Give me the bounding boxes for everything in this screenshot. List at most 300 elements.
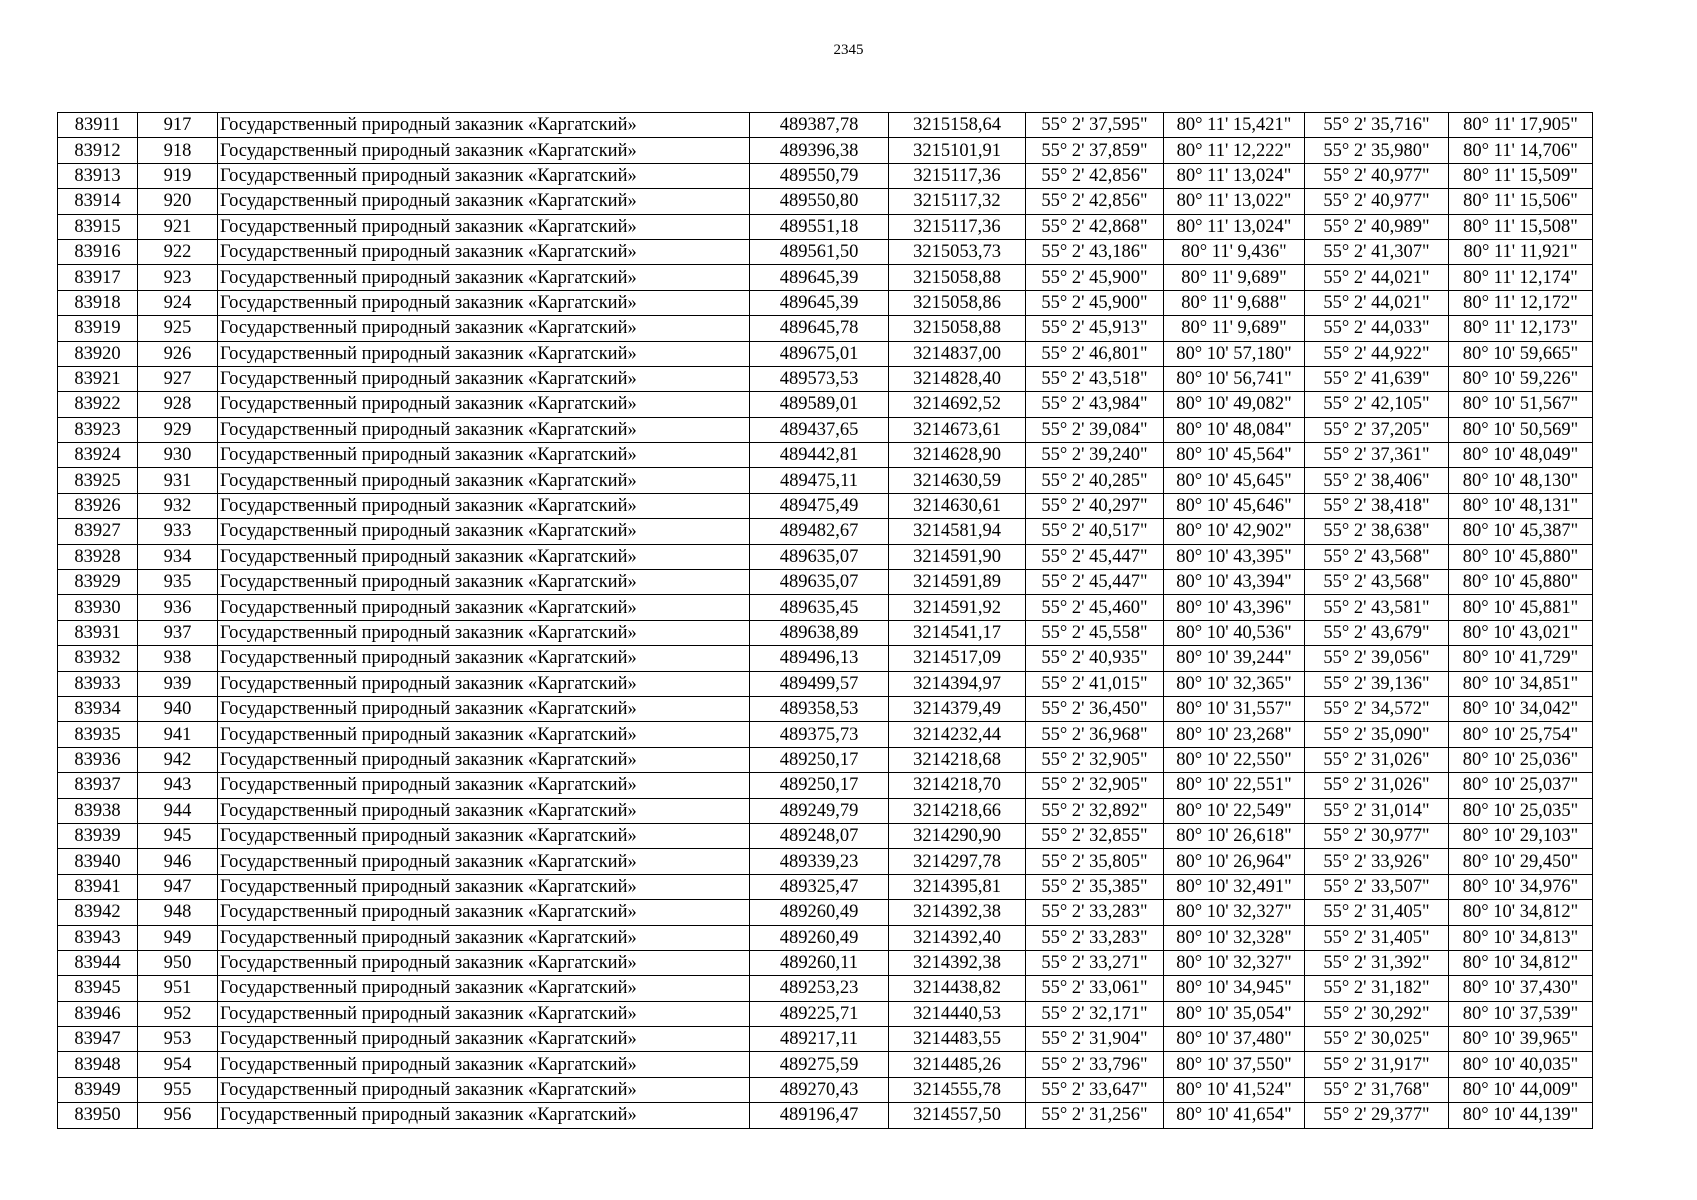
latitude-alt-cell: 55° 2' 41,639" [1305, 366, 1449, 391]
record-id-cell: 83939 [58, 823, 138, 848]
longitude-alt-cell: 80° 10' 43,021" [1449, 620, 1593, 645]
record-id-cell: 83930 [58, 595, 138, 620]
object-name-cell: Государственный природный заказник «Каргатский» [218, 823, 750, 848]
record-id-cell: 83936 [58, 747, 138, 772]
point-number-cell: 943 [138, 773, 218, 798]
y-coordinate-cell: 3214232,44 [889, 722, 1026, 747]
x-coordinate-cell: 489260,11 [750, 950, 889, 975]
table-row [58, 214, 1593, 239]
record-id-cell: 83943 [58, 925, 138, 950]
object-name-cell: Государственный природный заказник «Каргатский» [218, 290, 750, 315]
latitude-cell: 55° 2' 45,913" [1026, 316, 1164, 341]
record-id-cell: 83931 [58, 620, 138, 645]
object-name-cell: Государственный природный заказник «Каргатский» [218, 544, 750, 569]
object-name-cell: Государственный природный заказник «Каргатский» [218, 214, 750, 239]
latitude-cell: 55° 2' 33,796" [1026, 1052, 1164, 1077]
longitude-alt-cell: 80° 10' 37,539" [1449, 1001, 1593, 1026]
longitude-alt-cell: 80° 10' 34,813" [1449, 925, 1593, 950]
x-coordinate-cell: 489260,49 [750, 900, 889, 925]
longitude-alt-cell: 80° 11' 15,509" [1449, 163, 1593, 188]
point-number-cell: 940 [138, 696, 218, 721]
latitude-alt-cell: 55° 2' 33,507" [1305, 874, 1449, 899]
latitude-cell: 55° 2' 36,450" [1026, 696, 1164, 721]
latitude-cell: 55° 2' 45,447" [1026, 544, 1164, 569]
longitude-alt-cell: 80° 10' 25,037" [1449, 773, 1593, 798]
x-coordinate-cell: 489561,50 [750, 239, 889, 264]
table-row [58, 544, 1593, 569]
longitude-cell: 80° 11' 9,689" [1164, 316, 1305, 341]
table-row [58, 341, 1593, 366]
point-number-cell: 950 [138, 950, 218, 975]
object-name-cell: Государственный природный заказник «Каргатский» [218, 646, 750, 671]
latitude-alt-cell: 55° 2' 43,568" [1305, 570, 1449, 595]
longitude-alt-cell: 80° 10' 44,139" [1449, 1103, 1593, 1128]
longitude-alt-cell: 80° 10' 45,387" [1449, 519, 1593, 544]
object-name-cell: Государственный природный заказник «Каргатский» [218, 468, 750, 493]
x-coordinate-cell: 489550,80 [750, 189, 889, 214]
object-name-cell: Государственный природный заказник «Каргатский» [218, 722, 750, 747]
longitude-alt-cell: 80° 11' 12,174" [1449, 265, 1593, 290]
point-number-cell: 938 [138, 646, 218, 671]
point-number-cell: 928 [138, 392, 218, 417]
latitude-cell: 55° 2' 45,900" [1026, 290, 1164, 315]
longitude-cell: 80° 10' 37,480" [1164, 1027, 1305, 1052]
latitude-alt-cell: 55° 2' 31,768" [1305, 1077, 1449, 1102]
object-name-cell: Государственный природный заказник «Каргатский» [218, 163, 750, 188]
object-name-cell: Государственный природный заказник «Каргатский» [218, 620, 750, 645]
object-name-cell: Государственный природный заказник «Каргатский» [218, 671, 750, 696]
object-name-cell: Государственный природный заказник «Каргатский» [218, 316, 750, 341]
latitude-cell: 55° 2' 45,900" [1026, 265, 1164, 290]
latitude-alt-cell: 55° 2' 44,021" [1305, 290, 1449, 315]
record-id-cell: 83915 [58, 214, 138, 239]
latitude-cell: 55° 2' 32,171" [1026, 1001, 1164, 1026]
point-number-cell: 956 [138, 1103, 218, 1128]
table-row [58, 747, 1593, 772]
record-id-cell: 83944 [58, 950, 138, 975]
longitude-cell: 80° 10' 22,549" [1164, 798, 1305, 823]
table-row [58, 595, 1593, 620]
point-number-cell: 927 [138, 366, 218, 391]
record-id-cell: 83940 [58, 849, 138, 874]
record-id-cell: 83924 [58, 443, 138, 468]
longitude-cell: 80° 11' 15,421" [1164, 113, 1305, 138]
longitude-alt-cell: 80° 11' 15,506" [1449, 189, 1593, 214]
table-row [58, 316, 1593, 341]
latitude-alt-cell: 55° 2' 38,418" [1305, 493, 1449, 518]
y-coordinate-cell: 3214483,55 [889, 1027, 1026, 1052]
record-id-cell: 83945 [58, 976, 138, 1001]
object-name-cell: Государственный природный заказник «Каргатский» [218, 417, 750, 442]
latitude-alt-cell: 55° 2' 35,980" [1305, 138, 1449, 163]
y-coordinate-cell: 3214630,61 [889, 493, 1026, 518]
record-id-cell: 83913 [58, 163, 138, 188]
latitude-alt-cell: 55° 2' 30,977" [1305, 823, 1449, 848]
record-id-cell: 83914 [58, 189, 138, 214]
table-row [58, 570, 1593, 595]
longitude-alt-cell: 80° 10' 25,754" [1449, 722, 1593, 747]
table-row [58, 722, 1593, 747]
table-row [58, 900, 1593, 925]
longitude-alt-cell: 80° 10' 34,042" [1449, 696, 1593, 721]
latitude-alt-cell: 55° 2' 30,025" [1305, 1027, 1449, 1052]
y-coordinate-cell: 3214517,09 [889, 646, 1026, 671]
longitude-alt-cell: 80° 10' 34,851" [1449, 671, 1593, 696]
point-number-cell: 920 [138, 189, 218, 214]
object-name-cell: Государственный природный заказник «Каргатский» [218, 1001, 750, 1026]
longitude-cell: 80° 10' 35,054" [1164, 1001, 1305, 1026]
point-number-cell: 949 [138, 925, 218, 950]
x-coordinate-cell: 489358,53 [750, 696, 889, 721]
longitude-cell: 80° 10' 32,327" [1164, 950, 1305, 975]
longitude-cell: 80° 10' 43,395" [1164, 544, 1305, 569]
y-coordinate-cell: 3214297,78 [889, 849, 1026, 874]
y-coordinate-cell: 3214555,78 [889, 1077, 1026, 1102]
record-id-cell: 83947 [58, 1027, 138, 1052]
longitude-alt-cell: 80° 10' 34,812" [1449, 950, 1593, 975]
latitude-cell: 55° 2' 31,256" [1026, 1103, 1164, 1128]
longitude-alt-cell: 80° 10' 51,567" [1449, 392, 1593, 417]
latitude-cell: 55° 2' 40,297" [1026, 493, 1164, 518]
x-coordinate-cell: 489482,67 [750, 519, 889, 544]
latitude-alt-cell: 55° 2' 40,977" [1305, 189, 1449, 214]
object-name-cell: Государственный природный заказник «Каргатский» [218, 443, 750, 468]
latitude-cell: 55° 2' 42,856" [1026, 163, 1164, 188]
latitude-cell: 55° 2' 46,801" [1026, 341, 1164, 366]
longitude-alt-cell: 80° 11' 12,172" [1449, 290, 1593, 315]
y-coordinate-cell: 3215117,32 [889, 189, 1026, 214]
longitude-cell: 80° 10' 34,945" [1164, 976, 1305, 1001]
longitude-cell: 80° 10' 41,524" [1164, 1077, 1305, 1102]
object-name-cell: Государственный природный заказник «Каргатский» [218, 239, 750, 264]
y-coordinate-cell: 3214828,40 [889, 366, 1026, 391]
record-id-cell: 83946 [58, 1001, 138, 1026]
latitude-cell: 55° 2' 35,385" [1026, 874, 1164, 899]
longitude-cell: 80° 10' 45,646" [1164, 493, 1305, 518]
x-coordinate-cell: 489248,07 [750, 823, 889, 848]
y-coordinate-cell: 3214591,89 [889, 570, 1026, 595]
object-name-cell: Государственный природный заказник «Каргатский» [218, 976, 750, 1001]
table-row [58, 671, 1593, 696]
point-number-cell: 932 [138, 493, 218, 518]
longitude-cell: 80° 11' 9,689" [1164, 265, 1305, 290]
table-row [58, 976, 1593, 1001]
latitude-cell: 55° 2' 43,984" [1026, 392, 1164, 417]
longitude-alt-cell: 80° 10' 48,130" [1449, 468, 1593, 493]
table-row [58, 925, 1593, 950]
x-coordinate-cell: 489437,65 [750, 417, 889, 442]
point-number-cell: 930 [138, 443, 218, 468]
latitude-alt-cell: 55° 2' 44,922" [1305, 341, 1449, 366]
x-coordinate-cell: 489253,23 [750, 976, 889, 1001]
y-coordinate-cell: 3214392,40 [889, 925, 1026, 950]
object-name-cell: Государственный природный заказник «Каргатский» [218, 493, 750, 518]
longitude-alt-cell: 80° 10' 45,880" [1449, 544, 1593, 569]
table-row [58, 1077, 1593, 1102]
record-id-cell: 83926 [58, 493, 138, 518]
object-name-cell: Государственный природный заказник «Каргатский» [218, 366, 750, 391]
record-id-cell: 83942 [58, 900, 138, 925]
record-id-cell: 83917 [58, 265, 138, 290]
latitude-cell: 55° 2' 40,285" [1026, 468, 1164, 493]
y-coordinate-cell: 3214628,90 [889, 443, 1026, 468]
record-id-cell: 83916 [58, 239, 138, 264]
table-row [58, 1001, 1593, 1026]
latitude-cell: 55° 2' 42,856" [1026, 189, 1164, 214]
record-id-cell: 83949 [58, 1077, 138, 1102]
longitude-cell: 80° 10' 39,244" [1164, 646, 1305, 671]
table-body [58, 113, 1593, 1129]
record-id-cell: 83922 [58, 392, 138, 417]
x-coordinate-cell: 489249,79 [750, 798, 889, 823]
latitude-cell: 55° 2' 39,084" [1026, 417, 1164, 442]
record-id-cell: 83941 [58, 874, 138, 899]
x-coordinate-cell: 489275,59 [750, 1052, 889, 1077]
latitude-cell: 55° 2' 33,061" [1026, 976, 1164, 1001]
y-coordinate-cell: 3215053,73 [889, 239, 1026, 264]
page-number: 2345 [833, 42, 864, 58]
y-coordinate-cell: 3215117,36 [889, 163, 1026, 188]
y-coordinate-cell: 3214591,90 [889, 544, 1026, 569]
y-coordinate-cell: 3214392,38 [889, 900, 1026, 925]
record-id-cell: 83928 [58, 544, 138, 569]
table-row [58, 620, 1593, 645]
latitude-cell: 55° 2' 31,904" [1026, 1027, 1164, 1052]
longitude-cell: 80° 10' 43,396" [1164, 595, 1305, 620]
latitude-alt-cell: 55° 2' 40,977" [1305, 163, 1449, 188]
longitude-alt-cell: 80° 10' 29,103" [1449, 823, 1593, 848]
y-coordinate-cell: 3214218,66 [889, 798, 1026, 823]
object-name-cell: Государственный природный заказник «Каргатский» [218, 1103, 750, 1128]
longitude-alt-cell: 80° 11' 11,921" [1449, 239, 1593, 264]
point-number-cell: 919 [138, 163, 218, 188]
latitude-cell: 55° 2' 33,283" [1026, 900, 1164, 925]
coordinates-table [57, 112, 1593, 1129]
y-coordinate-cell: 3215158,64 [889, 113, 1026, 138]
latitude-cell: 55° 2' 37,859" [1026, 138, 1164, 163]
longitude-alt-cell: 80° 10' 40,035" [1449, 1052, 1593, 1077]
latitude-alt-cell: 55° 2' 43,568" [1305, 544, 1449, 569]
longitude-cell: 80° 10' 37,550" [1164, 1052, 1305, 1077]
longitude-cell: 80° 10' 42,902" [1164, 519, 1305, 544]
y-coordinate-cell: 3214591,92 [889, 595, 1026, 620]
table-row [58, 773, 1593, 798]
x-coordinate-cell: 489475,49 [750, 493, 889, 518]
longitude-cell: 80° 10' 56,741" [1164, 366, 1305, 391]
table-row [58, 519, 1593, 544]
x-coordinate-cell: 489645,39 [750, 265, 889, 290]
longitude-cell: 80° 10' 26,618" [1164, 823, 1305, 848]
point-number-cell: 939 [138, 671, 218, 696]
table-row [58, 468, 1593, 493]
x-coordinate-cell: 489475,11 [750, 468, 889, 493]
longitude-cell: 80° 11' 13,022" [1164, 189, 1305, 214]
latitude-cell: 55° 2' 36,968" [1026, 722, 1164, 747]
x-coordinate-cell: 489638,89 [750, 620, 889, 645]
point-number-cell: 941 [138, 722, 218, 747]
point-number-cell: 954 [138, 1052, 218, 1077]
y-coordinate-cell: 3215101,91 [889, 138, 1026, 163]
latitude-alt-cell: 55° 2' 34,572" [1305, 696, 1449, 721]
longitude-cell: 80° 10' 32,327" [1164, 900, 1305, 925]
y-coordinate-cell: 3214395,81 [889, 874, 1026, 899]
record-id-cell: 83920 [58, 341, 138, 366]
x-coordinate-cell: 489375,73 [750, 722, 889, 747]
record-id-cell: 83937 [58, 773, 138, 798]
x-coordinate-cell: 489589,01 [750, 392, 889, 417]
latitude-cell: 55° 2' 33,283" [1026, 925, 1164, 950]
x-coordinate-cell: 489339,23 [750, 849, 889, 874]
point-number-cell: 936 [138, 595, 218, 620]
longitude-alt-cell: 80° 10' 48,049" [1449, 443, 1593, 468]
point-number-cell: 934 [138, 544, 218, 569]
longitude-cell: 80° 10' 31,557" [1164, 696, 1305, 721]
point-number-cell: 929 [138, 417, 218, 442]
point-number-cell: 917 [138, 113, 218, 138]
latitude-alt-cell: 55° 2' 33,926" [1305, 849, 1449, 874]
table-row [58, 849, 1593, 874]
latitude-alt-cell: 55° 2' 43,581" [1305, 595, 1449, 620]
table-row [58, 1103, 1593, 1128]
longitude-cell: 80° 10' 45,645" [1164, 468, 1305, 493]
point-number-cell: 924 [138, 290, 218, 315]
point-number-cell: 948 [138, 900, 218, 925]
table-row [58, 823, 1593, 848]
y-coordinate-cell: 3214673,61 [889, 417, 1026, 442]
y-coordinate-cell: 3214557,50 [889, 1103, 1026, 1128]
y-coordinate-cell: 3214218,70 [889, 773, 1026, 798]
latitude-alt-cell: 55° 2' 31,917" [1305, 1052, 1449, 1077]
table-row [58, 366, 1593, 391]
x-coordinate-cell: 489270,43 [750, 1077, 889, 1102]
longitude-cell: 80° 10' 26,964" [1164, 849, 1305, 874]
y-coordinate-cell: 3214392,38 [889, 950, 1026, 975]
x-coordinate-cell: 489675,01 [750, 341, 889, 366]
x-coordinate-cell: 489325,47 [750, 874, 889, 899]
longitude-alt-cell: 80° 10' 39,965" [1449, 1027, 1593, 1052]
table-row [58, 1052, 1593, 1077]
latitude-alt-cell: 55° 2' 31,405" [1305, 925, 1449, 950]
y-coordinate-cell: 3214581,94 [889, 519, 1026, 544]
record-id-cell: 83927 [58, 519, 138, 544]
latitude-alt-cell: 55° 2' 31,392" [1305, 950, 1449, 975]
y-coordinate-cell: 3214290,90 [889, 823, 1026, 848]
point-number-cell: 942 [138, 747, 218, 772]
longitude-cell: 80° 11' 9,688" [1164, 290, 1305, 315]
point-number-cell: 955 [138, 1077, 218, 1102]
latitude-alt-cell: 55° 2' 35,090" [1305, 722, 1449, 747]
point-number-cell: 923 [138, 265, 218, 290]
longitude-cell: 80° 10' 43,394" [1164, 570, 1305, 595]
longitude-cell: 80° 10' 32,365" [1164, 671, 1305, 696]
latitude-alt-cell: 55° 2' 37,361" [1305, 443, 1449, 468]
x-coordinate-cell: 489250,17 [750, 773, 889, 798]
point-number-cell: 926 [138, 341, 218, 366]
object-name-cell: Государственный природный заказник «Каргатский» [218, 138, 750, 163]
object-name-cell: Государственный природный заказник «Каргатский» [218, 341, 750, 366]
longitude-alt-cell: 80° 10' 59,665" [1449, 341, 1593, 366]
latitude-alt-cell: 55° 2' 38,638" [1305, 519, 1449, 544]
table-row [58, 138, 1593, 163]
record-id-cell: 83948 [58, 1052, 138, 1077]
object-name-cell: Государственный природный заказник «Каргатский» [218, 1027, 750, 1052]
y-coordinate-cell: 3214837,00 [889, 341, 1026, 366]
record-id-cell: 83935 [58, 722, 138, 747]
object-name-cell: Государственный природный заказник «Каргатский» [218, 849, 750, 874]
latitude-alt-cell: 55° 2' 42,105" [1305, 392, 1449, 417]
x-coordinate-cell: 489250,17 [750, 747, 889, 772]
record-id-cell: 83929 [58, 570, 138, 595]
latitude-cell: 55° 2' 39,240" [1026, 443, 1164, 468]
latitude-alt-cell: 55° 2' 44,021" [1305, 265, 1449, 290]
longitude-cell: 80° 10' 22,550" [1164, 747, 1305, 772]
object-name-cell: Государственный природный заказник «Каргатский» [218, 798, 750, 823]
longitude-alt-cell: 80° 11' 12,173" [1449, 316, 1593, 341]
longitude-cell: 80° 10' 32,491" [1164, 874, 1305, 899]
latitude-cell: 55° 2' 45,558" [1026, 620, 1164, 645]
latitude-cell: 55° 2' 40,517" [1026, 519, 1164, 544]
y-coordinate-cell: 3215058,88 [889, 265, 1026, 290]
latitude-cell: 55° 2' 32,855" [1026, 823, 1164, 848]
latitude-alt-cell: 55° 2' 29,377" [1305, 1103, 1449, 1128]
longitude-alt-cell: 80° 11' 17,905" [1449, 113, 1593, 138]
x-coordinate-cell: 489645,39 [750, 290, 889, 315]
longitude-cell: 80° 10' 48,084" [1164, 417, 1305, 442]
longitude-alt-cell: 80° 10' 29,450" [1449, 849, 1593, 874]
x-coordinate-cell: 489645,78 [750, 316, 889, 341]
latitude-alt-cell: 55° 2' 31,026" [1305, 747, 1449, 772]
point-number-cell: 945 [138, 823, 218, 848]
record-id-cell: 83921 [58, 366, 138, 391]
x-coordinate-cell: 489196,47 [750, 1103, 889, 1128]
latitude-alt-cell: 55° 2' 44,033" [1305, 316, 1449, 341]
record-id-cell: 83938 [58, 798, 138, 823]
x-coordinate-cell: 489396,38 [750, 138, 889, 163]
latitude-alt-cell: 55° 2' 38,406" [1305, 468, 1449, 493]
table-row [58, 163, 1593, 188]
latitude-alt-cell: 55° 2' 39,056" [1305, 646, 1449, 671]
point-number-cell: 953 [138, 1027, 218, 1052]
object-name-cell: Государственный природный заказник «Каргатский» [218, 595, 750, 620]
point-number-cell: 935 [138, 570, 218, 595]
longitude-alt-cell: 80° 10' 45,880" [1449, 570, 1593, 595]
table-row [58, 265, 1593, 290]
object-name-cell: Государственный природный заказник «Каргатский» [218, 1077, 750, 1102]
latitude-alt-cell: 55° 2' 31,014" [1305, 798, 1449, 823]
y-coordinate-cell: 3214379,49 [889, 696, 1026, 721]
x-coordinate-cell: 489442,81 [750, 443, 889, 468]
longitude-cell: 80° 11' 13,024" [1164, 214, 1305, 239]
longitude-alt-cell: 80° 11' 15,508" [1449, 214, 1593, 239]
longitude-cell: 80° 10' 49,082" [1164, 392, 1305, 417]
longitude-alt-cell: 80° 10' 34,812" [1449, 900, 1593, 925]
latitude-cell: 55° 2' 43,186" [1026, 239, 1164, 264]
latitude-cell: 55° 2' 41,015" [1026, 671, 1164, 696]
point-number-cell: 952 [138, 1001, 218, 1026]
point-number-cell: 933 [138, 519, 218, 544]
longitude-cell: 80° 10' 40,536" [1164, 620, 1305, 645]
record-id-cell: 83925 [58, 468, 138, 493]
y-coordinate-cell: 3215117,36 [889, 214, 1026, 239]
table-row [58, 417, 1593, 442]
point-number-cell: 918 [138, 138, 218, 163]
object-name-cell: Государственный природный заказник «Каргатский» [218, 1052, 750, 1077]
table-row [58, 950, 1593, 975]
object-name-cell: Государственный природный заказник «Каргатский» [218, 874, 750, 899]
point-number-cell: 921 [138, 214, 218, 239]
object-name-cell: Государственный природный заказник «Каргатский» [218, 773, 750, 798]
point-number-cell: 922 [138, 239, 218, 264]
